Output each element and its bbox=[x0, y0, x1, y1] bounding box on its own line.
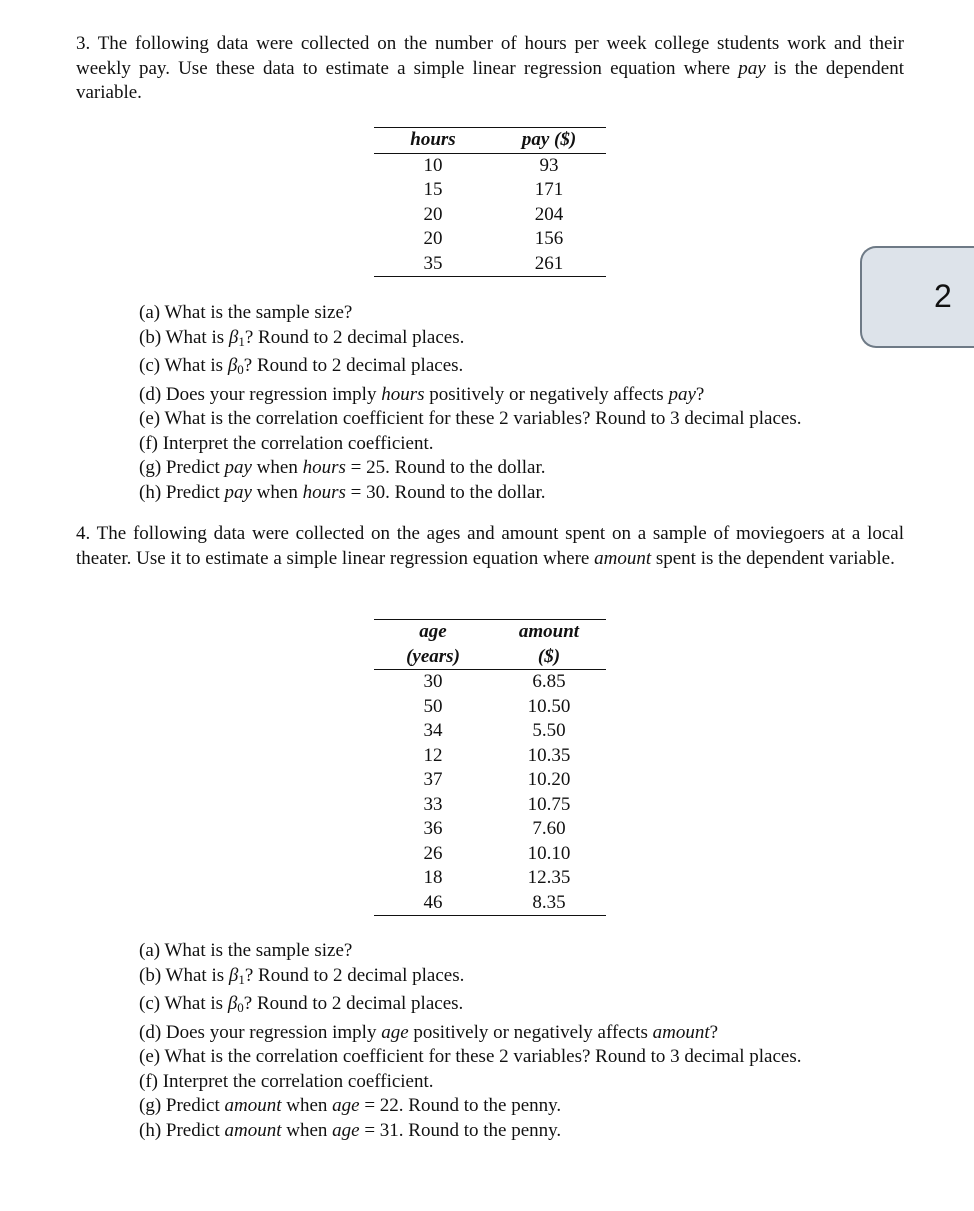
question-text: (d) Does your regression imply bbox=[139, 1021, 382, 1043]
question-text: when bbox=[251, 457, 303, 478]
question-text: (b) What is bbox=[139, 964, 229, 986]
question-text: ? Round to 2 decimal places. bbox=[244, 964, 465, 986]
question-e bbox=[139, 407, 801, 432]
question-text: when bbox=[251, 481, 303, 503]
table-cell: 10.35 bbox=[527, 744, 571, 766]
problem-4-questions bbox=[139, 939, 801, 1143]
table-row bbox=[374, 817, 606, 842]
table-cell: 12.35 bbox=[527, 867, 571, 888]
question-text: ? Round to 2 decimal places. bbox=[243, 355, 464, 376]
question-text: = 30. Round to the dollar. bbox=[345, 481, 546, 503]
table-body bbox=[374, 153, 606, 277]
question-text: positively or negatively affects bbox=[424, 383, 669, 405]
question-text: (b) What is bbox=[139, 326, 229, 348]
intro-text: 3. The following data were collected on the number of hours per week college students work and their weekly pay. Use these data to estimate a simple linear regression equation where bbox=[76, 33, 904, 79]
intro-variable: amount bbox=[594, 547, 652, 569]
question-text: (e) What is the correlation coefficient for these 2 variables? Round to 3 decimal places. bbox=[139, 408, 802, 429]
question-f bbox=[139, 432, 801, 457]
question-text: (c) What is bbox=[139, 993, 228, 1014]
question-h bbox=[139, 481, 801, 506]
table-cell: 10.10 bbox=[527, 842, 571, 864]
variable: pay bbox=[668, 383, 696, 405]
table-header-row bbox=[374, 128, 606, 154]
table-cell: 33 bbox=[423, 793, 443, 815]
question-text: = 31. Round to the penny. bbox=[359, 1119, 562, 1141]
question-a bbox=[139, 301, 801, 326]
question-h bbox=[139, 1119, 801, 1144]
variable: pay bbox=[224, 457, 252, 478]
table-cell: 30 bbox=[423, 671, 443, 692]
beta-symbol: β bbox=[228, 326, 239, 348]
question-b bbox=[139, 326, 801, 355]
table-cell: 20 bbox=[423, 228, 443, 249]
beta-subscript: 0 bbox=[237, 362, 244, 377]
table-cell: 35 bbox=[423, 252, 443, 274]
header-hours: hours bbox=[374, 128, 492, 154]
table-cell: 10.50 bbox=[527, 695, 571, 717]
table-cell: 8.35 bbox=[532, 891, 566, 913]
question-text: ? bbox=[709, 1021, 719, 1043]
table-cell: 261 bbox=[534, 252, 564, 274]
question-g bbox=[139, 456, 801, 481]
variable: hours bbox=[302, 457, 346, 478]
table-row bbox=[374, 842, 606, 867]
variable: hours bbox=[302, 481, 346, 503]
table-header-row-2 bbox=[374, 645, 606, 670]
page-number-label: 2 bbox=[934, 278, 952, 314]
table-row bbox=[374, 670, 606, 695]
table-cell: 34 bbox=[423, 720, 443, 741]
question-text: (h) Predict bbox=[139, 481, 225, 503]
question-text: (a) What is the sample size? bbox=[139, 940, 353, 961]
question-text: when bbox=[281, 1095, 333, 1116]
table-cell: 20 bbox=[423, 203, 443, 225]
question-text: when bbox=[281, 1119, 333, 1141]
table-body bbox=[374, 670, 606, 916]
table-cell: 156 bbox=[534, 228, 564, 249]
table-cell: 93 bbox=[539, 154, 559, 176]
table-cell: 204 bbox=[534, 203, 564, 225]
question-text: (d) Does your regression imply bbox=[139, 383, 382, 405]
variable: pay bbox=[224, 481, 252, 503]
header-amount: amount bbox=[518, 621, 580, 642]
problem-3-intro bbox=[76, 32, 904, 106]
table-row bbox=[374, 252, 606, 277]
variable: hours bbox=[381, 383, 425, 405]
variable: amount bbox=[224, 1095, 282, 1116]
header-pay: pay ($) bbox=[492, 128, 606, 154]
beta-symbol: β bbox=[227, 355, 238, 376]
question-text: = 25. Round to the dollar. bbox=[345, 457, 546, 478]
table-row bbox=[374, 153, 606, 178]
table-row bbox=[374, 203, 606, 228]
header-amount-unit: ($) bbox=[492, 645, 606, 670]
question-g bbox=[139, 1094, 801, 1119]
beta-subscript: 1 bbox=[238, 971, 245, 987]
question-text: (f) Interpret the correlation coefficient. bbox=[139, 432, 434, 454]
variable: age bbox=[381, 1021, 409, 1043]
question-text: (a) What is the sample size? bbox=[139, 302, 353, 323]
problem-3-questions bbox=[139, 301, 801, 505]
table-cell: 18 bbox=[423, 867, 443, 888]
table-cell: 171 bbox=[534, 179, 564, 200]
table-row bbox=[374, 891, 606, 916]
question-c bbox=[139, 354, 801, 383]
beta-symbol: β bbox=[228, 964, 239, 986]
question-a bbox=[139, 939, 801, 964]
header-age: age bbox=[419, 621, 447, 642]
variable: age bbox=[332, 1119, 360, 1141]
question-text: (c) What is bbox=[139, 355, 228, 376]
question-e bbox=[139, 1045, 801, 1070]
variable: amount bbox=[224, 1119, 282, 1141]
table-row bbox=[374, 695, 606, 720]
problem-4-intro bbox=[76, 522, 904, 571]
table-row bbox=[374, 719, 606, 744]
table-cell: 7.60 bbox=[532, 818, 566, 839]
question-d bbox=[139, 1021, 801, 1046]
table-cell: 5.50 bbox=[532, 720, 566, 741]
question-text: = 22. Round to the penny. bbox=[359, 1095, 562, 1116]
page-number-tab[interactable] bbox=[860, 246, 974, 348]
table-cell: 10.20 bbox=[527, 769, 571, 790]
table-cell: 50 bbox=[423, 695, 443, 717]
question-text: (g) Predict bbox=[139, 457, 225, 478]
table-cell: 6.85 bbox=[532, 671, 566, 692]
question-text: ? Round to 2 decimal places. bbox=[243, 993, 464, 1014]
beta-subscript: 0 bbox=[237, 1000, 244, 1015]
table-row bbox=[374, 793, 606, 818]
variable: amount bbox=[652, 1021, 710, 1043]
table-row bbox=[374, 768, 606, 793]
hours-pay-table bbox=[374, 127, 606, 277]
table-row bbox=[374, 744, 606, 769]
beta-subscript: 1 bbox=[238, 333, 245, 349]
question-text: positively or negatively affects bbox=[408, 1021, 653, 1043]
header-age-unit: (years) bbox=[374, 645, 492, 670]
question-d bbox=[139, 383, 801, 408]
question-text: (h) Predict bbox=[139, 1119, 225, 1141]
beta-symbol: β bbox=[227, 993, 238, 1014]
question-f bbox=[139, 1070, 801, 1095]
table-cell: 36 bbox=[423, 818, 443, 839]
table-cell: 15 bbox=[423, 179, 443, 200]
question-text: (f) Interpret the correlation coefficient. bbox=[139, 1070, 434, 1092]
table-row bbox=[374, 227, 606, 252]
table-cell: 10 bbox=[423, 154, 443, 176]
variable: age bbox=[332, 1095, 360, 1116]
question-text: (e) What is the correlation coefficient for these 2 variables? Round to 3 decimal places. bbox=[139, 1046, 802, 1067]
table-cell: 12 bbox=[423, 744, 443, 766]
table-row bbox=[374, 866, 606, 891]
question-text: ? bbox=[695, 383, 705, 405]
question-b bbox=[139, 964, 801, 993]
table-row bbox=[374, 178, 606, 203]
question-text: (g) Predict bbox=[139, 1095, 225, 1116]
table-cell: 10.75 bbox=[527, 793, 571, 815]
question-text: ? Round to 2 decimal places. bbox=[244, 326, 465, 348]
intro-variable: pay bbox=[738, 57, 766, 79]
intro-text-end: is the dependent variable. bbox=[76, 57, 904, 103]
table-cell: 46 bbox=[423, 891, 443, 913]
table-cell: 37 bbox=[423, 769, 443, 790]
intro-text: 4. The following data were collected on the ages and amount spent on a sample of moviegoers at a local theater. Use it to estimate a simple linear regression equation where bbox=[76, 523, 904, 569]
table-cell: 26 bbox=[423, 842, 443, 864]
question-c bbox=[139, 992, 801, 1021]
intro-text-end: spent is the dependent variable. bbox=[651, 547, 895, 569]
age-amount-table bbox=[374, 619, 606, 916]
table-header-row bbox=[374, 620, 606, 645]
